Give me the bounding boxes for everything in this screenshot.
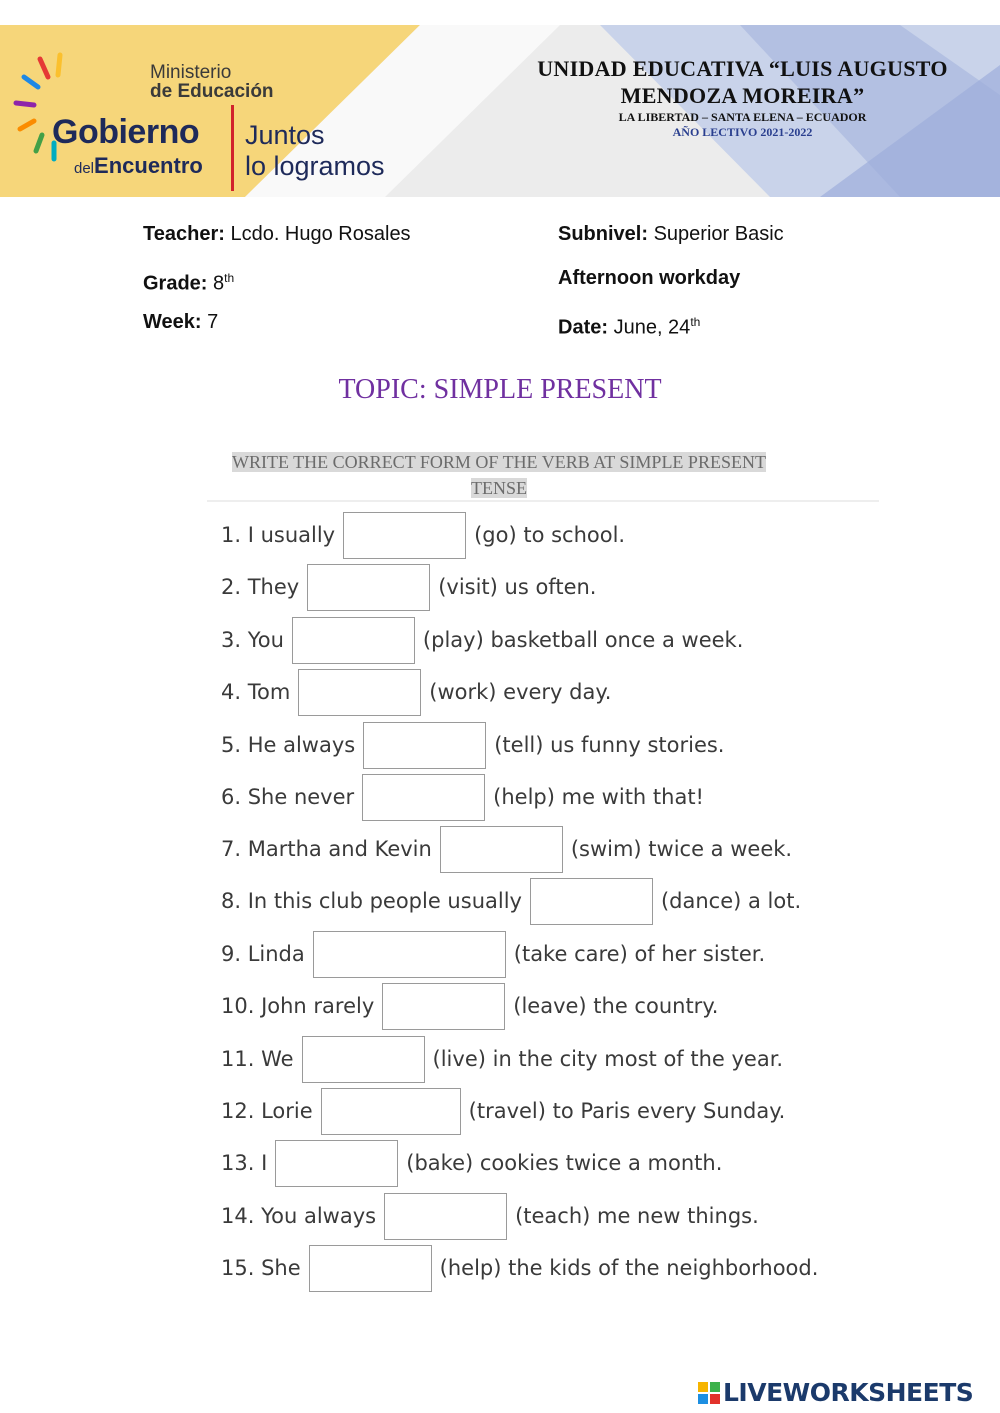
answer-input-5[interactable] xyxy=(363,722,486,769)
exercise-row-5: 5. He always (tell) us funny stories. xyxy=(221,720,724,770)
logo-divider xyxy=(231,105,234,191)
liveworksheets-logo[interactable]: LIVEWORKSHEETS xyxy=(698,1378,973,1407)
exercise-row-9: 9. Linda (take care) of her sister. xyxy=(221,929,765,979)
exercise-row-2: 2. They (visit) us often. xyxy=(221,562,596,612)
encuentro-logo-text: delEncuentro xyxy=(74,153,203,178)
exercise-row-7: 7. Martha and Kevin (swim) twice a week. xyxy=(221,824,792,874)
exercise-row-15: 15. She (help) the kids of the neighborhood. xyxy=(221,1243,818,1293)
slogan: Juntos lo logramos xyxy=(245,120,385,181)
school-heading: UNIDAD EDUCATIVA “LUIS AUGUSTO MENDOZA MOREIRA” LA LIBERTAD – SANTA ELENA – ECUADOR AÑO LECTIVO 2021-2022 xyxy=(537,56,948,139)
answer-input-12[interactable] xyxy=(321,1088,461,1135)
grade-field: Grade: 8th xyxy=(143,271,235,295)
exercise-row-14: 14. You always (teach) me new things. xyxy=(221,1191,759,1241)
answer-input-9[interactable] xyxy=(313,931,506,978)
answer-input-3[interactable] xyxy=(292,617,415,664)
week-field: Week: 7 xyxy=(143,311,219,333)
exercise-row-6: 6. She never (help) me with that! xyxy=(221,772,704,822)
answer-input-7[interactable] xyxy=(440,826,563,873)
exercise-row-1: 1. I usually (go) to school. xyxy=(221,510,625,560)
date-field: Date: June, 24th xyxy=(558,315,701,339)
answer-input-6[interactable] xyxy=(362,774,485,821)
instruction: WRITE THE CORRECT FORM OF THE VERB AT SIMPLE PRESENT TENSE xyxy=(232,452,766,498)
subnivel-field: Subnivel: Superior Basic xyxy=(558,223,784,245)
exercise-row-10: 10. John rarely (leave) the country. xyxy=(221,981,718,1031)
answer-input-13[interactable] xyxy=(275,1140,398,1187)
answer-input-2[interactable] xyxy=(307,564,430,611)
liveworksheets-icon xyxy=(698,1382,720,1404)
workday-field: Afternoon workday xyxy=(558,267,741,289)
answer-input-1[interactable] xyxy=(343,512,466,559)
answer-input-11[interactable] xyxy=(302,1036,425,1083)
answer-input-15[interactable] xyxy=(309,1245,432,1292)
teacher-field: Teacher: Lcdo. Hugo Rosales xyxy=(143,223,411,245)
gobierno-logo-text: Gobierno xyxy=(52,113,200,151)
exercise-row-3: 3. You (play) basketball once a week. xyxy=(221,615,743,665)
answer-input-10[interactable] xyxy=(382,983,505,1030)
ministry-logo-text: Ministerio de Educación xyxy=(150,62,274,102)
answer-input-4[interactable] xyxy=(298,669,421,716)
topic-heading: TOPIC: SIMPLE PRESENT xyxy=(338,374,662,405)
answer-input-14[interactable] xyxy=(384,1193,507,1240)
answer-input-8[interactable] xyxy=(530,878,653,925)
exercise-row-11: 11. We (live) in the city most of the year. xyxy=(221,1034,783,1084)
divider xyxy=(207,500,879,502)
exercise-row-8: 8. In this club people usually (dance) a lot. xyxy=(221,876,801,926)
exercise-row-12: 12. Lorie (travel) to Paris every Sunday. xyxy=(221,1086,785,1136)
exercise-row-13: 13. I (bake) cookies twice a month. xyxy=(221,1138,722,1188)
exercise-row-4: 4. Tom (work) every day. xyxy=(221,667,611,717)
header-banner xyxy=(0,25,1000,197)
